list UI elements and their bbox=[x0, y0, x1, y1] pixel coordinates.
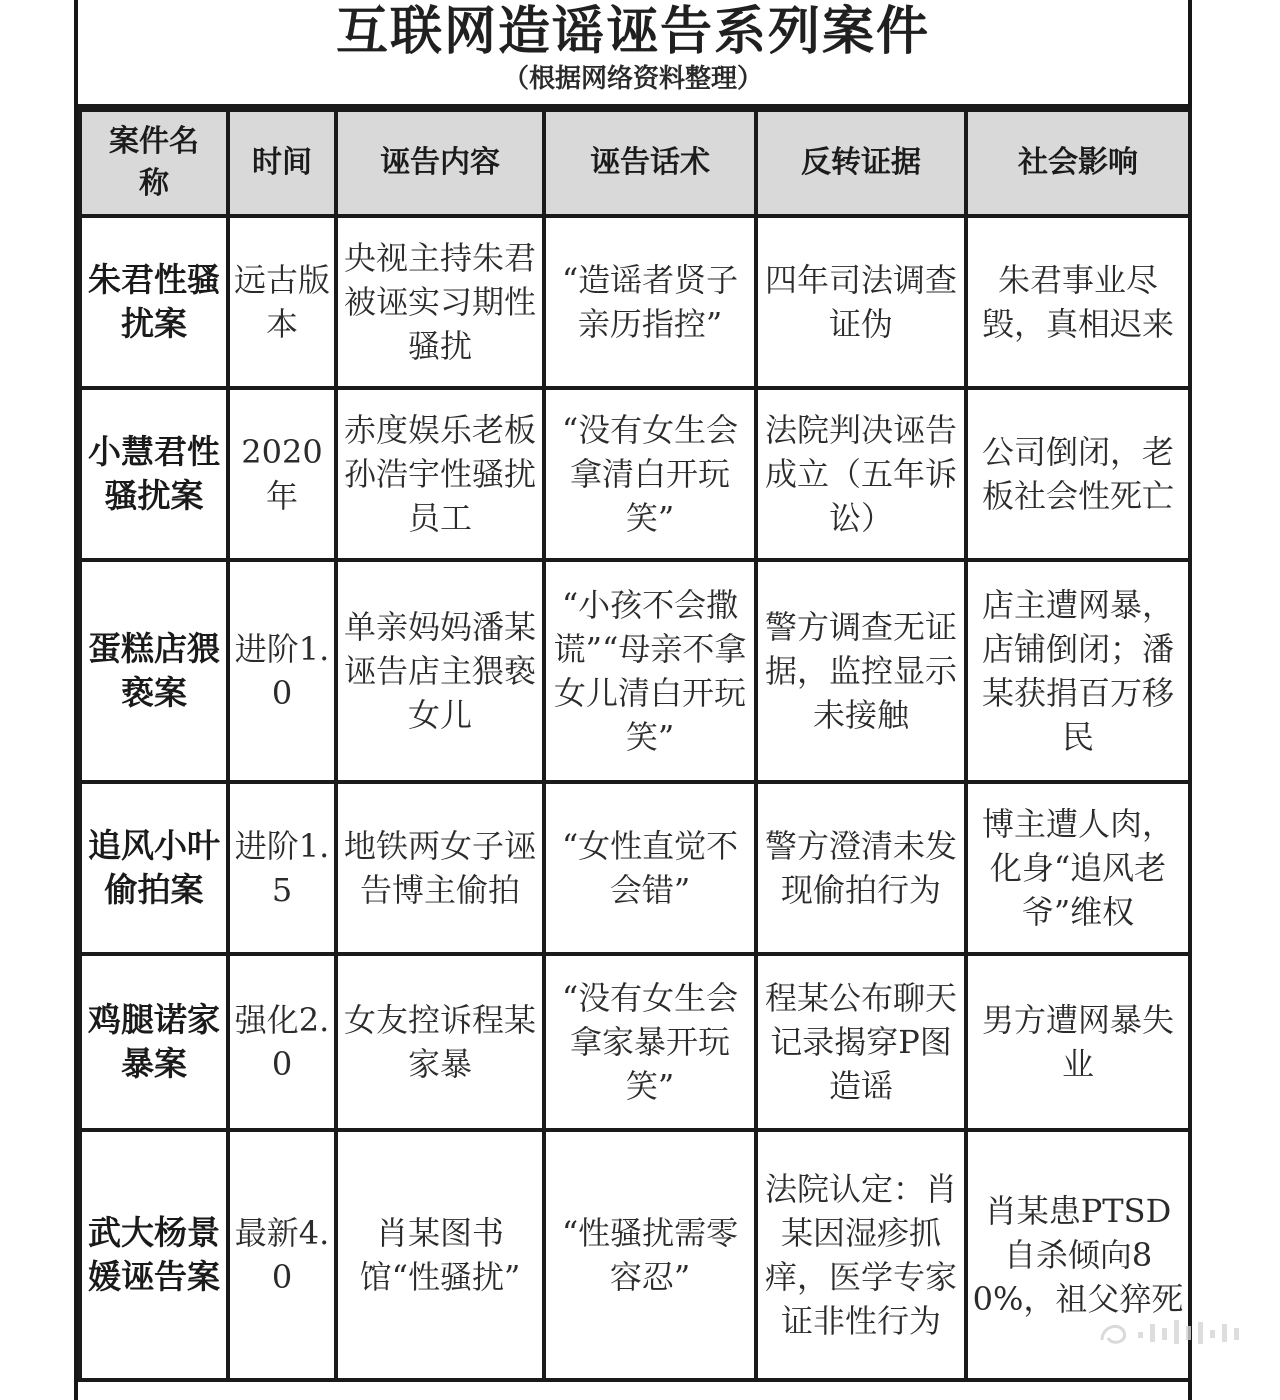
header-evidence: 反转证据 bbox=[756, 110, 966, 216]
impact-cell: 公司倒闭，老板社会性死亡 bbox=[966, 388, 1190, 560]
time-cell: 2020年 bbox=[228, 388, 336, 560]
content-cell: 女友控诉程某家暴 bbox=[336, 954, 544, 1130]
content-cell: 地铁两女子诬告博主偷拍 bbox=[336, 782, 544, 954]
document-subtitle: （根据网络资料整理） bbox=[502, 64, 763, 94]
table-row bbox=[80, 388, 1190, 560]
table-row bbox=[80, 216, 1190, 388]
impact-cell: 店主遭网暴，店铺倒闭；潘某获捐百万移民 bbox=[966, 560, 1190, 782]
cases-table bbox=[78, 108, 1192, 1382]
content-cell: 肖某图书馆“性骚扰” bbox=[336, 1130, 544, 1380]
document-sheet bbox=[74, 0, 1192, 1400]
content-cell: 赤度娱乐老板孙浩宇性骚扰员工 bbox=[336, 388, 544, 560]
impact-cell: 朱君事业尽毁，真相迟来 bbox=[966, 216, 1190, 388]
table-row bbox=[80, 954, 1190, 1130]
rhetoric-cell: “女性直觉不会错” bbox=[544, 782, 756, 954]
case-name-cell: 小慧君性骚扰案 bbox=[80, 388, 228, 560]
time-cell: 远古版本 bbox=[228, 216, 336, 388]
header-content: 诬告内容 bbox=[336, 110, 544, 216]
rhetoric-cell: “造谣者贤子亲历指控” bbox=[544, 216, 756, 388]
content-cell: 央视主持朱君被诬实习期性骚扰 bbox=[336, 216, 544, 388]
evidence-cell: 法院认定：肖某因湿疹抓痒，医学专家证非性行为 bbox=[756, 1130, 966, 1380]
evidence-cell: 警方澄清未发现偷拍行为 bbox=[756, 782, 966, 954]
case-name-cell: 武大杨景媛诬告案 bbox=[80, 1130, 228, 1380]
case-name-cell: 追风小叶偷拍案 bbox=[80, 782, 228, 954]
table-row bbox=[80, 560, 1190, 782]
case-name-cell: 蛋糕店猥亵案 bbox=[80, 560, 228, 782]
case-name-cell: 朱君性骚扰案 bbox=[80, 216, 228, 388]
content-cell: 单亲妈妈潘某诬告店主猥亵女儿 bbox=[336, 560, 544, 782]
time-cell: 最新4.0 bbox=[228, 1130, 336, 1380]
header-impact: 社会影响 bbox=[966, 110, 1190, 216]
watermark-icon bbox=[1098, 1316, 1258, 1350]
rhetoric-cell: “小孩不会撒谎”“母亲不拿女儿清白开玩笑” bbox=[544, 560, 756, 782]
table-header-row bbox=[80, 110, 1190, 216]
impact-cell: 肖某患PTSD自杀倾向80%，祖父猝死 bbox=[966, 1130, 1190, 1380]
rhetoric-cell: “没有女生会拿清白开玩笑” bbox=[544, 388, 756, 560]
header-case-name: 案件名称 bbox=[80, 110, 228, 216]
evidence-cell: 警方调查无证据，监控显示未接触 bbox=[756, 560, 966, 782]
time-cell: 进阶1.5 bbox=[228, 782, 336, 954]
time-cell: 进阶1.0 bbox=[228, 560, 336, 782]
rhetoric-cell: “没有女生会拿家暴开玩笑” bbox=[544, 954, 756, 1130]
table-row bbox=[80, 1130, 1190, 1380]
impact-cell: 男方遭网暴失业 bbox=[966, 954, 1190, 1130]
table-row bbox=[80, 782, 1190, 954]
case-name-cell: 鸡腿诺家暴案 bbox=[80, 954, 228, 1130]
document-title: 互联网造谣诬告系列案件 bbox=[335, 1, 930, 62]
evidence-cell: 法院判决诬告成立（五年诉讼） bbox=[756, 388, 966, 560]
header-rhetoric: 诬告话术 bbox=[544, 110, 756, 216]
header-time: 时间 bbox=[228, 110, 336, 216]
time-cell: 强化2.0 bbox=[228, 954, 336, 1130]
impact-cell: 博主遭人肉，化身“追风老爷”维权 bbox=[966, 782, 1190, 954]
evidence-cell: 四年司法调查证伪 bbox=[756, 216, 966, 388]
rhetoric-cell: “性骚扰需零容忍” bbox=[544, 1130, 756, 1380]
evidence-cell: 程某公布聊天记录揭穿P图造谣 bbox=[756, 954, 966, 1130]
